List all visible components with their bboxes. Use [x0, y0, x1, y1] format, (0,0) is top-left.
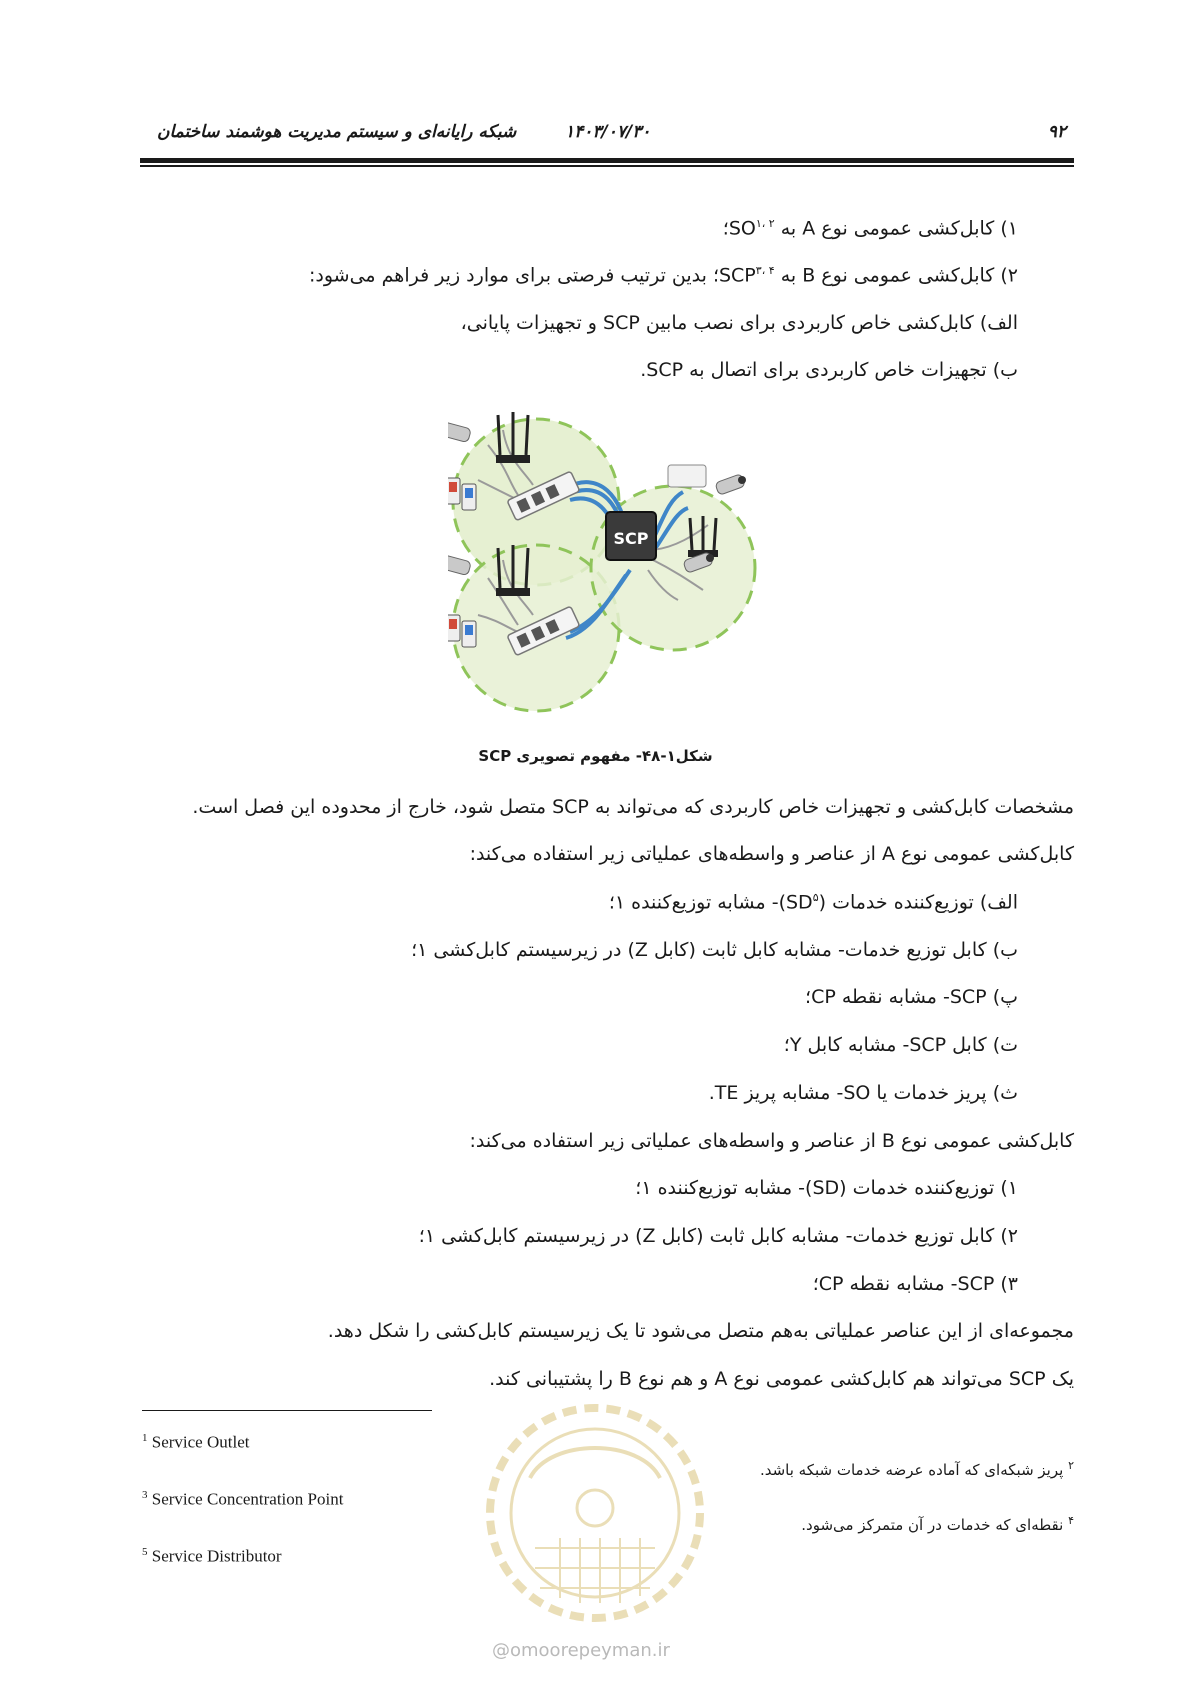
list-item-2: ۲) کابل‌کشی عمومی نوع B به $SCP^{۳، ۴}؛$ بدین ترتیب فرصتی برای موارد زیر فراهم می‌شود:: [309, 264, 1018, 287]
list-a-item-5: ث) پریز خدمات یا SO- مشابه پریز TE.: [708, 1082, 1018, 1104]
footnote-5: $^5$ Service Distributor: [142, 1546, 282, 1566]
footnote-1: $^1$ Service Outlet: [142, 1432, 250, 1452]
header-rule-thin: [140, 165, 1074, 167]
watermark-url: @omoorepeyman.ir: [492, 1640, 670, 1661]
footnote-rule: [142, 1410, 432, 1411]
list-b-item-1: ۱) توزیع‌کننده خدمات (SD)- مشابه توزیع‌کننده ۱؛: [635, 1177, 1018, 1199]
paragraph-3: کابل‌کشی عمومی نوع B از عناصر و واسطه‌های عملیاتی زیر استفاده می‌کند:: [469, 1130, 1074, 1152]
camera-icon: [715, 474, 746, 496]
figure-caption: شکل۱-۴۸- مفهوم تصویری SCP: [478, 747, 713, 765]
header-title: شبکه رایانه‌ای و سیستم مدیریت هوشمند ساختمان: [157, 122, 517, 142]
list-a-item-4: ت) کابل SCP- مشابه کابل Y؛: [783, 1034, 1018, 1056]
page-number: ۹۲: [1047, 122, 1066, 142]
paragraph-1: مشخصات کابل‌کشی و تجهیزات خاص کاربردی که می‌تواند به SCP متصل شود، خارج از محدوده این فصل است.: [192, 796, 1074, 818]
device-icon: [668, 465, 706, 487]
footnote-2: $^۲$ پریز شبکه‌ای که آماده عرضه خدمات شبکه باشد.: [759, 1459, 1074, 1479]
list-item-2b: ب) تجهیزات خاص کاربردی برای اتصال به SCP.: [640, 359, 1018, 381]
list-a-item-3: پ) SCP- مشابه نقطه CP؛: [805, 986, 1018, 1008]
header-date: ۱۴۰۳/۰۷/۳۰: [565, 122, 651, 142]
footnote-4: $^۴$ نقطه‌ای که خدمات در آن متمرکز می‌شود.: [801, 1514, 1074, 1534]
list-b-item-3: ۳) SCP- مشابه نقطه CP؛: [812, 1273, 1018, 1295]
paragraph-5: یک SCP می‌تواند هم کابل‌کشی عمومی نوع A و هم نوع B را پشتیبانی کند.: [489, 1368, 1074, 1390]
list-b-item-2: ۲) کابل توزیع خدمات- مشابه کابل ثابت (کابل Z) در زیرسیستم کابل‌کشی ۱؛: [418, 1225, 1018, 1247]
watermark-seal: [480, 1398, 710, 1628]
paragraph-2: کابل‌کشی عمومی نوع A از عناصر و واسطه‌های عملیاتی زیر استفاده می‌کند:: [469, 843, 1074, 865]
camera-icon: [448, 554, 471, 575]
scp-box: [606, 512, 656, 560]
list-item-1: ۱) کابل‌کشی عمومی نوع A به $SO^{۱، ۲}؛$: [722, 217, 1018, 240]
list-a-item-1: الف) توزیع‌کننده خدمات $(SD^۵)-$ مشابه توزیع‌کننده ۱؛: [608, 891, 1018, 914]
scp-box-label: SCP: [613, 529, 649, 548]
camera-icon: [448, 421, 471, 442]
header-rule-thick: [140, 158, 1074, 163]
scp-figure: [448, 400, 766, 718]
paragraph-4: مجموعه‌ای از این عناصر عملیاتی به‌هم متصل می‌شود تا یک زیرسیستم کابل‌کشی را شکل دهد.: [327, 1320, 1074, 1342]
at-icon: @: [492, 1640, 510, 1661]
list-item-2a: الف) کابل‌کشی خاص کاربردی برای نصب مابین SCP و تجهیزات پایانی،: [460, 312, 1018, 334]
footnote-3: $^3$ Service Concentration Point: [142, 1489, 344, 1509]
list-a-item-2: ب) کابل توزیع خدمات- مشابه کابل ثابت (کابل Z) در زیرسیستم کابل‌کشی ۱؛: [411, 939, 1018, 961]
